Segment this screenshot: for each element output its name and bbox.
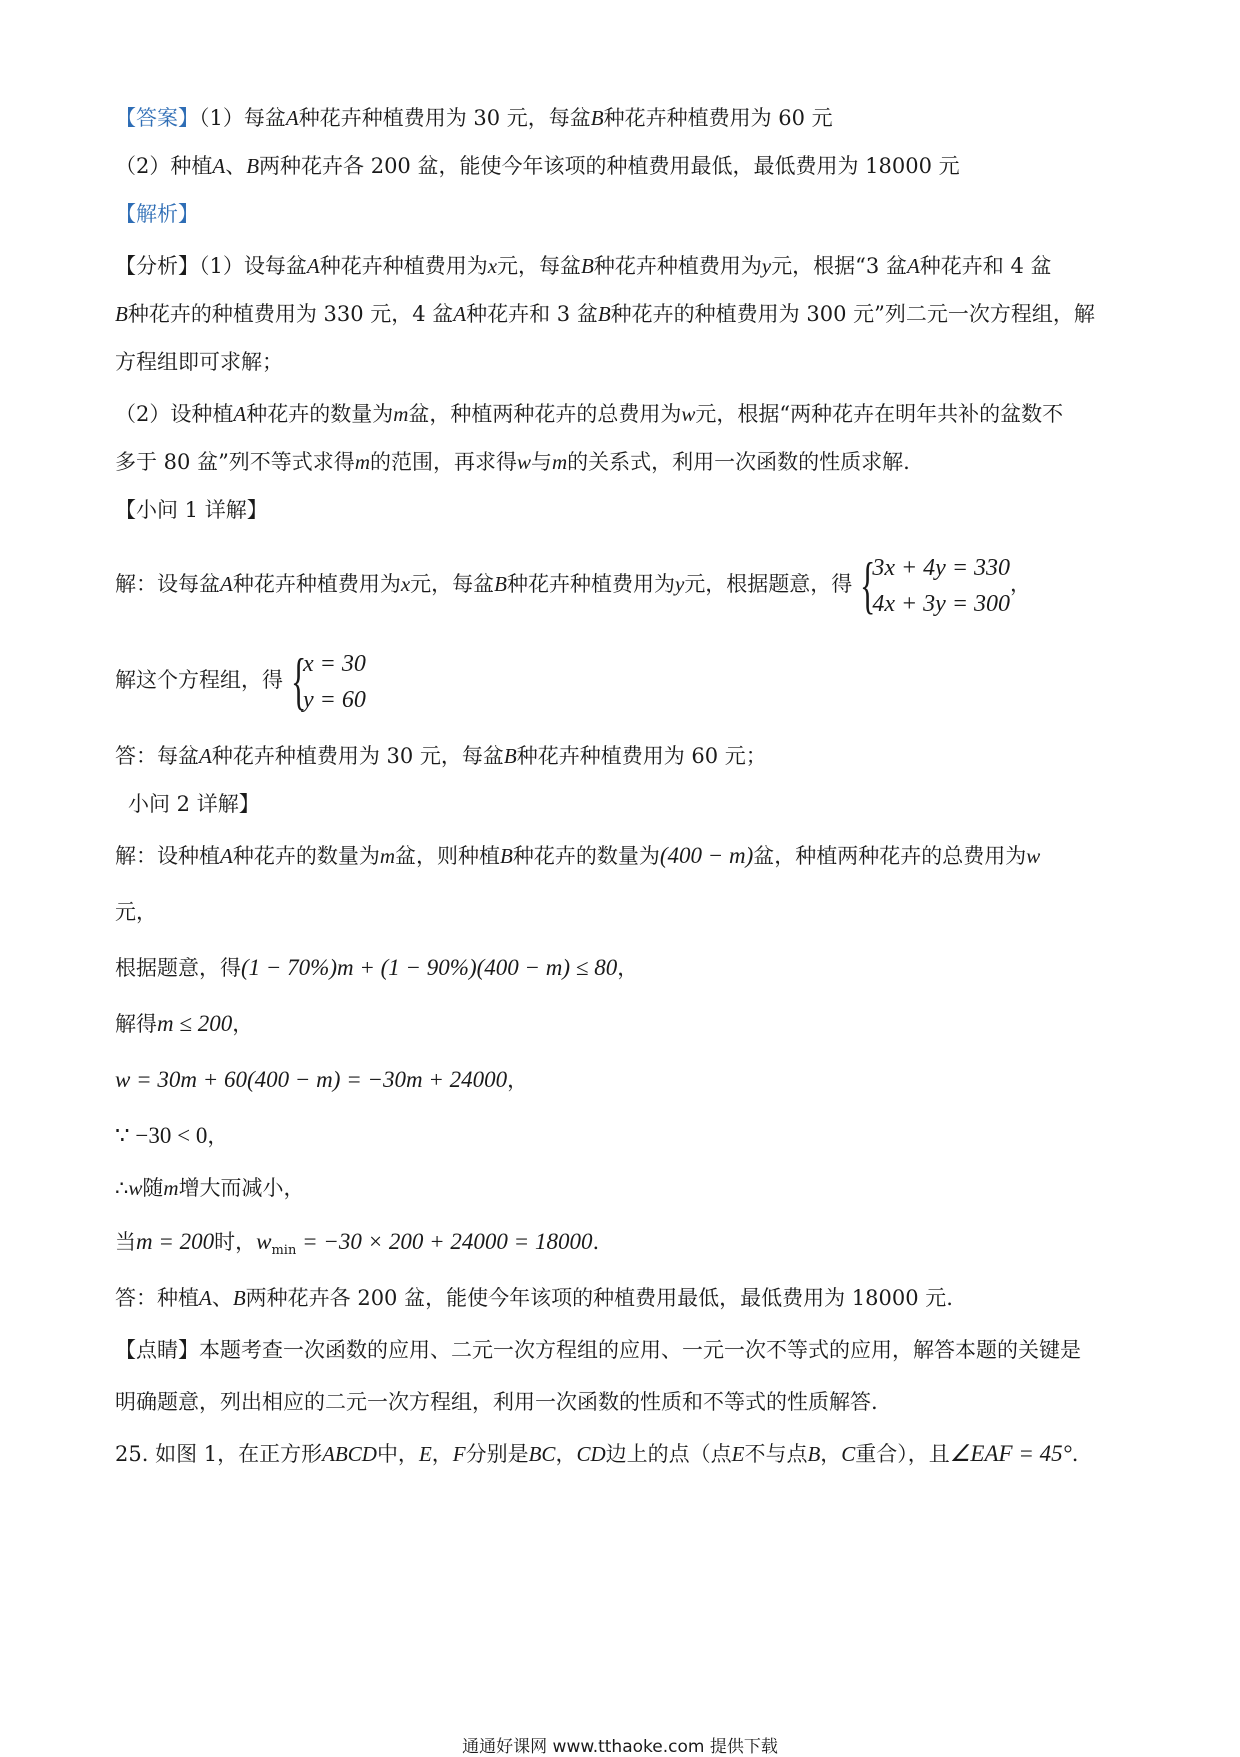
q2-line-8: 当m = 200时，$w_{min} = -30 \times 200 + 24000 = 18000$. bbox=[115, 1229, 600, 1259]
answer-line-1: 【答案】（1）每盆A种花卉种植费用为 30 元，每盆B种花卉种植费用为 60 元 bbox=[115, 106, 833, 130]
dianjing-line-1: 【点睛】本题考查一次函数的应用、二元一次方程组的应用、一元一次不等式的应用，解答本题的关键是 bbox=[115, 1338, 1081, 1362]
fenxi-line-4: （2）设种植A种花卉的数量为m盆，种植两种花卉的总费用为w元，根据“两种花卉在明年共补的盆数不 bbox=[115, 402, 1064, 426]
q1-title: 【小问 1 详解】 bbox=[115, 498, 268, 522]
q2-line-4: 解得m ≤ 200， bbox=[115, 1011, 254, 1036]
q1-line-3: 答：每盆A种花卉种植费用为 30 元，每盆B种花卉种植费用为 60 元； bbox=[115, 744, 767, 768]
q2-line-3: 根据题意，得(1 − 70%)m + (1 − 90%)(400 − m) ≤ 80， bbox=[115, 955, 639, 980]
fenxi-line-1: 【分析】（1）设每盆A种花卉种植费用为x元，每盆B种花卉种植费用为y元，根据“3 盆A种花卉和 4 盆 bbox=[115, 254, 1052, 278]
fenxi-line-2: B种花卉的种植费用为 330 元，4 盆A种花卉和 3 盆B种花卉的种植费用为 300 元”列二元一次方程组，解 bbox=[115, 302, 1095, 326]
answer-line-2: （2）种植A、B两种花卉各 200 盆，能使今年该项的种植费用最低，最低费用为 18000 元 bbox=[115, 154, 960, 178]
q1-line-2: 解这个方程组，得 { x = 30 y = 60 bbox=[115, 644, 366, 716]
jiexi-heading: 【解析】 bbox=[115, 202, 199, 226]
q2-line-1: 解：设种植A种花卉的数量为m盆，则种植B种花卉的数量为(400 − m)盆，种植两种花卉的总费用为w bbox=[115, 843, 1041, 868]
q2-line-5: w = 30m + 60(400 − m) = −30m + 24000， bbox=[115, 1067, 529, 1092]
fenxi-line-3: 方程组即可求解； bbox=[115, 350, 283, 374]
solution-system: { x = 30 y = 60 bbox=[291, 644, 366, 716]
question-25: 25. 如图 1，在正方形ABCD中，E，F分别是BC，CD边上的点（点E不与点B，C重合），且∠EAF = 45°. bbox=[115, 1441, 1079, 1466]
equation-system: { 3x + 4y = 330 4x + 3y = 300 bbox=[860, 548, 1011, 620]
q2-line-7: ∴w随m增大而减小， bbox=[115, 1176, 305, 1200]
dianjing-line-2: 明确题意，列出相应的二元一次方程组，利用一次函数的性质和不等式的性质解答. bbox=[115, 1390, 878, 1414]
q2-line-6: ∵ −30 < 0， bbox=[115, 1123, 229, 1148]
q2-line-2: 元， bbox=[115, 900, 157, 924]
q2-line-9: 答：种植A、B两种花卉各 200 盆，能使今年该项的种植费用最低，最低费用为 18000 元. bbox=[115, 1286, 953, 1310]
answer-tag: 【答案】 bbox=[115, 106, 199, 130]
q2-title: 小问 2 详解】 bbox=[128, 792, 260, 816]
fenxi-line-5: 多于 80 盆”列不等式求得m的范围，再求得w与m的关系式，利用一次函数的性质求解. bbox=[115, 450, 910, 474]
q1-line-1: 解：设每盆A种花卉种植费用为x元，每盆B种花卉种植费用为y元，根据题意，得 { 3x + 4y = 330 4x + 3y = 300 ， bbox=[115, 548, 1032, 620]
page-footer: 通通好课网 www.tthaoke.com 提供下载 bbox=[462, 1737, 778, 1757]
